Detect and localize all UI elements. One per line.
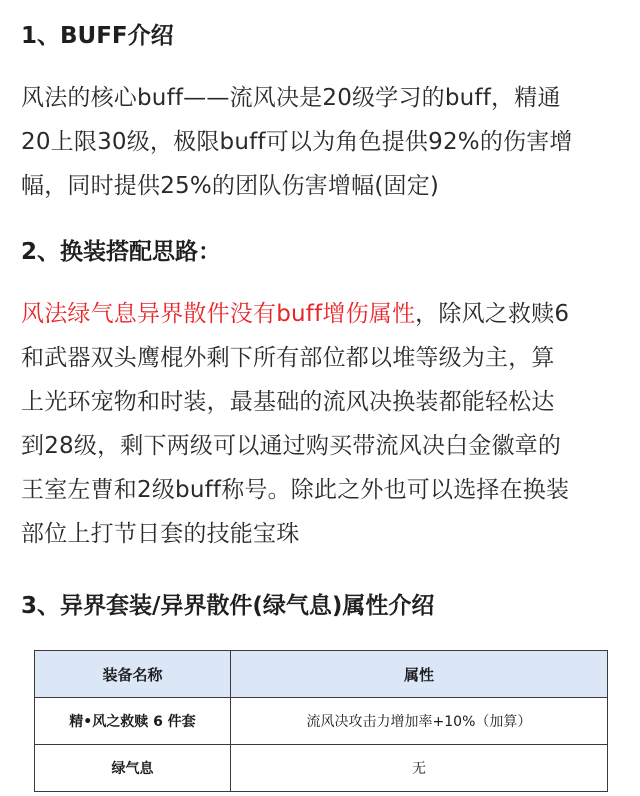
paragraph-text: ，除风之救赎6 bbox=[415, 301, 570, 327]
paragraph-line: 幅，同时提供25%的团队伤害增幅(固定) bbox=[21, 173, 440, 199]
paragraph-line: 20上限30级，极限buff可以为角色提供92%的伤害增 bbox=[21, 129, 573, 155]
paragraph-line: 上光环宠物和时装，最基础的流风决换装都能轻松达 bbox=[21, 389, 555, 415]
section-2-heading: 2、换装搭配思路： bbox=[21, 239, 222, 265]
paragraph-line: 和武器双头鹰棍外剩下所有部位都以堆等级为主，算 bbox=[21, 345, 555, 371]
paragraph-line: 王室左曹和2级buff称号。除此之外也可以选择在换装 bbox=[21, 477, 570, 503]
table-row bbox=[35, 698, 608, 745]
table-cell-name: 精•风之救赎 6 件套 bbox=[35, 698, 231, 745]
section-1-heading: 1、BUFF介绍 bbox=[21, 23, 174, 49]
table-header-attribute: 属性 bbox=[230, 651, 607, 698]
section-3-heading: 3、异界套装/异界散件(绿气息)属性介绍 bbox=[21, 593, 435, 619]
table-cell-name: 绿气息 bbox=[35, 745, 231, 792]
highlighted-text: 风法绿气息异界散件没有buff增伤属性 bbox=[21, 301, 416, 327]
paragraph-line: 风法的核心buff——流风决是20级学习的buff，精通 bbox=[21, 85, 561, 111]
equipment-table-container bbox=[34, 650, 608, 792]
section-1-paragraph bbox=[21, 76, 621, 208]
table-cell-attribute: 无 bbox=[230, 745, 607, 792]
table-row bbox=[35, 745, 608, 792]
paragraph-line bbox=[21, 292, 621, 336]
equipment-table bbox=[34, 650, 608, 792]
section-2-paragraph bbox=[21, 292, 621, 556]
paragraph-line: 到28级，剩下两级可以通过购买带流风决白金徽章的 bbox=[21, 433, 562, 459]
table-cell-attribute: 流风决攻击力增加率+10%（加算） bbox=[230, 698, 607, 745]
table-header-row bbox=[35, 651, 608, 698]
table-header-name: 装备名称 bbox=[35, 651, 231, 698]
paragraph-line: 部位上打节日套的技能宝珠 bbox=[21, 521, 300, 547]
